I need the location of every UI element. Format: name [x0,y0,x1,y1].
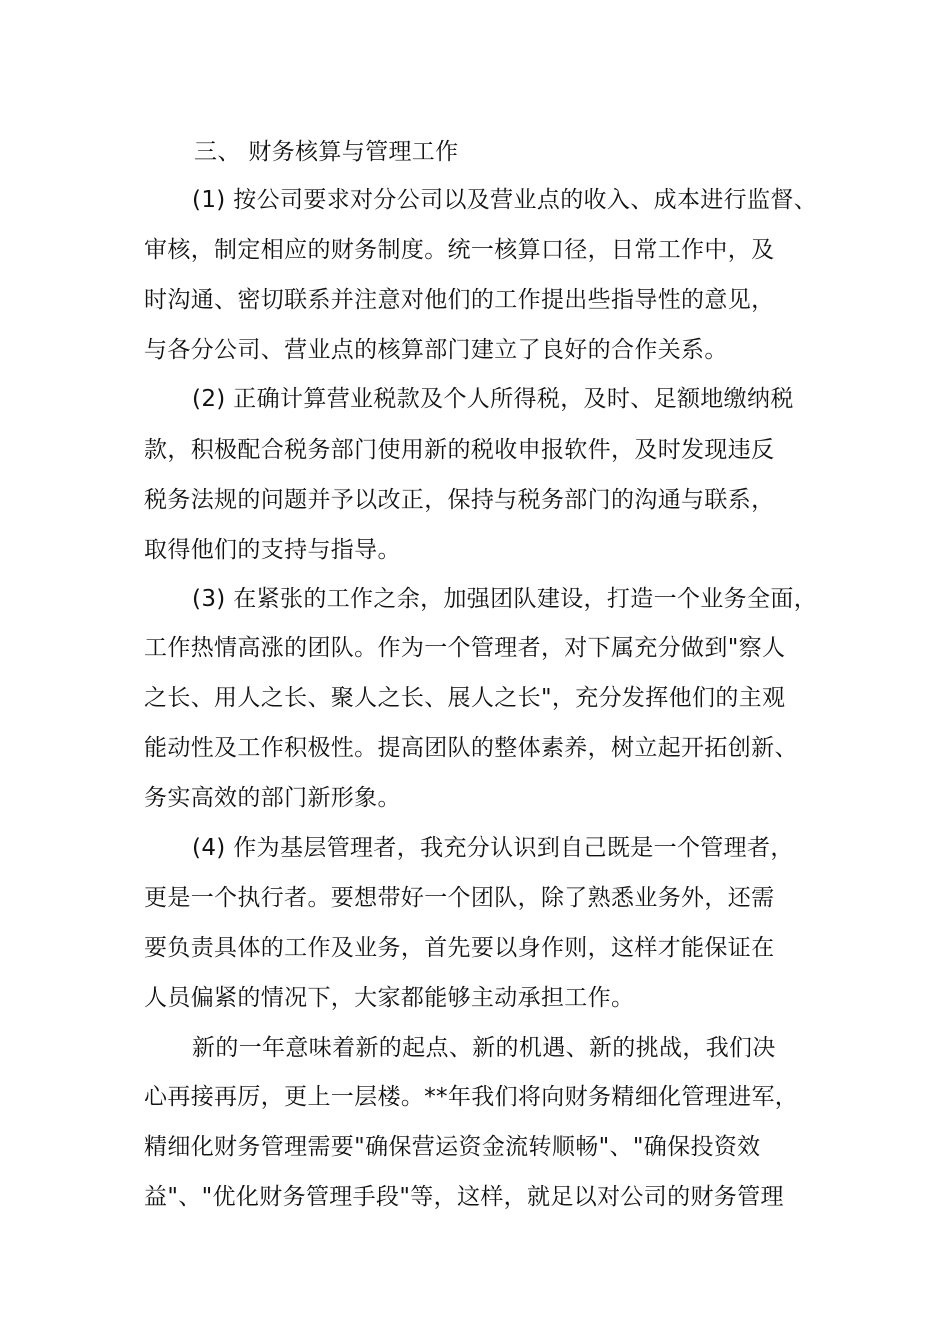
text-line: (4) 作为基层管理者，我充分认识到自己既是一个管理者， [192,835,794,861]
text-line: 务实高效的部门新形象。 [144,785,401,811]
text-line: 精细化财务管理需要"确保营运资金流转顺畅"、"确保投资效 [144,1134,761,1160]
text-line: 工作热情高涨的团队。作为一个管理者，对下属充分做到"察人 [144,635,786,661]
text-line: 心再接再厉，更上一层楼。**年我们将向财务精细化管理进军， [144,1084,799,1110]
text-line: (1) 按公司要求对分公司以及营业点的收入、成本进行监督、 [192,187,818,213]
text-line: 能动性及工作积极性。提高团队的整体素养，树立起开拓创新、 [144,735,798,761]
text-line: 审核，制定相应的财务制度。统一核算口径，日常工作中，及 [144,237,775,263]
text-line: 更是一个执行者。要想带好一个团队，除了熟悉业务外，还需 [144,885,775,911]
text-line: 与各分公司、营业点的核算部门建立了良好的合作关系。 [144,337,728,363]
text-line: 人员偏紧的情况下，大家都能够主动承担工作。 [144,985,635,1011]
text-line: 时沟通、密切联系并注意对他们的工作提出些指导性的意见， [144,287,775,313]
text-line: 要负责具体的工作及业务，首先要以身作则，这样才能保证在 [144,935,775,961]
text-line: 税务法规的问题并予以改正，保持与税务部门的沟通与联系， [144,487,775,513]
text-line: (2) 正确计算营业税款及个人所得税，及时、足额地缴纳税 [192,386,794,412]
text-line: 款，积极配合税务部门使用新的税收申报软件，及时发现违反 [144,437,775,463]
text-line: 之长、用人之长、聚人之长、展人之长"，充分发挥他们的主观 [144,685,786,711]
text-line: (3) 在紧张的工作之余，加强团队建设，打造一个业务全面， [192,586,818,612]
text-line: 益"、"优化财务管理手段"等，这样，就足以对公司的财务管理 [144,1184,784,1210]
text-line: 取得他们的支持与指导。 [144,537,401,563]
section-heading: 三、 财务核算与管理工作 [194,139,459,165]
text-line: 新的一年意味着新的起点、新的机遇、新的挑战，我们决 [192,1035,776,1061]
